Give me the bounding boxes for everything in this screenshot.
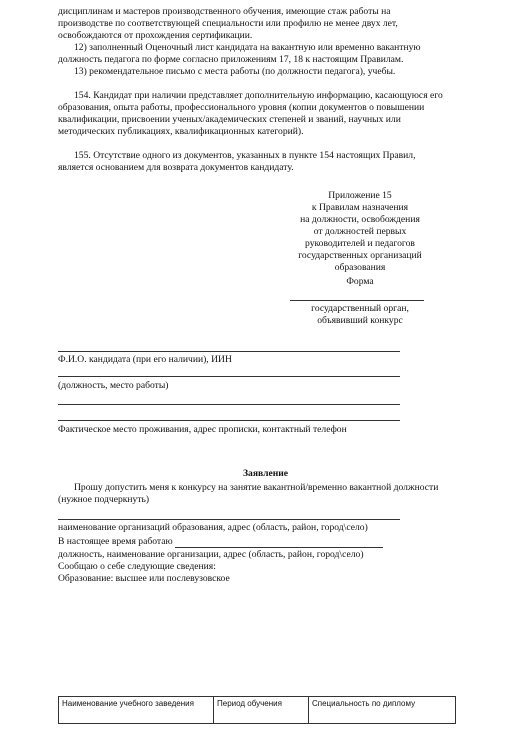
appendix-line-6: государственных организаций	[298, 250, 422, 261]
appendix-line-3: на должности, освобождения	[300, 214, 420, 225]
item-13: 13) рекомендательное письмо с места работы (по должности педагога), учебы.	[74, 66, 396, 77]
education-label: Образование: высшее или послевузовское	[58, 573, 230, 584]
appendix-line-4: от должностей первых	[313, 226, 407, 237]
position-label: (должность, место работы)	[58, 380, 169, 391]
application-title: Заявление	[242, 468, 289, 479]
table-header-specialty: Специальность по диплому	[309, 697, 456, 724]
p155-line-1: 155. Отсутствие одного из документов, указанных в пункте 154 настоящих Правил,	[74, 150, 416, 161]
appendix-line-7: образования	[334, 262, 386, 273]
about-label: Сообщаю о себе следующие сведения:	[58, 561, 216, 572]
position-fill-line[interactable]	[58, 376, 400, 377]
p154-line-1: 154. Кандидат при наличии представляет дополнительную информацию, касающуюся его	[74, 90, 443, 101]
org-label: наименование организаций образования, адрес (область, район, город\село)	[58, 522, 368, 533]
table-header-period: Период обучения	[214, 697, 309, 724]
application-line-1: Прошу допустить меня к конкурсу на занятие вакантной/временно вакантной должности	[74, 482, 439, 493]
work-label: должность, наименование организации, адрес (область, район, город\село)	[58, 549, 364, 560]
address-fill-line-1[interactable]	[58, 404, 400, 405]
address-fill-line-2[interactable]	[58, 420, 400, 421]
appendix-line-2: к Правилам назначения	[311, 202, 409, 213]
p154-line-2: образования, опыта работы, профессионального уровня (копии документов о повышении	[58, 102, 425, 113]
fio-label: Ф.И.О. кандидата (при его наличии), ИИН	[58, 354, 232, 365]
table-header-row	[59, 697, 456, 724]
work-now-label	[58, 536, 383, 548]
p154-line-3: квалификации, присвоении ученых/академических степеней и званий, научных или	[58, 114, 401, 125]
top-line-3: освобождаются от прохождения сертификации.	[58, 30, 253, 41]
application-line-2: (нужное подчеркнуть)	[58, 494, 150, 505]
p154-line-4: методических публикациях, квалификационных категорий).	[58, 126, 304, 137]
authority-line-2: объявивший конкурс	[317, 315, 403, 326]
work-now-text: В настоящее время работаю	[58, 536, 173, 547]
work-now-fill-line[interactable]	[175, 537, 383, 548]
address-label: Фактическое место проживания, адрес прописки, контактный телефон	[58, 424, 347, 435]
authority-fill-line[interactable]	[290, 300, 424, 301]
appendix-line-1: Приложение 15	[328, 190, 392, 201]
top-line-1: дисциплинам и мастеров производственного обучения, имеющие стаж работы на	[58, 6, 391, 17]
table-header-institution: Наименование учебного заведения	[59, 697, 214, 724]
p155-line-2: является основанием для возврата документов кандидату.	[58, 162, 294, 173]
top-line-2: производстве по соответствующей специальности или профилю не менее двух лет,	[58, 18, 398, 29]
org-fill-line[interactable]	[58, 519, 400, 520]
authority-line-1: государственный орган,	[311, 303, 409, 314]
fio-fill-line[interactable]	[58, 351, 400, 352]
education-table	[58, 696, 456, 724]
appendix-line-5: руководителей и педагогов	[305, 238, 415, 249]
item-12-line-2: должность педагога по форме согласно приложениям 17, 18 к настоящим Правилам.	[58, 54, 404, 65]
form-label: Форма	[346, 276, 374, 287]
item-12-line-1: 12) заполненный Оценочный лист кандидата на вакантную или временно вакантную	[74, 42, 421, 53]
